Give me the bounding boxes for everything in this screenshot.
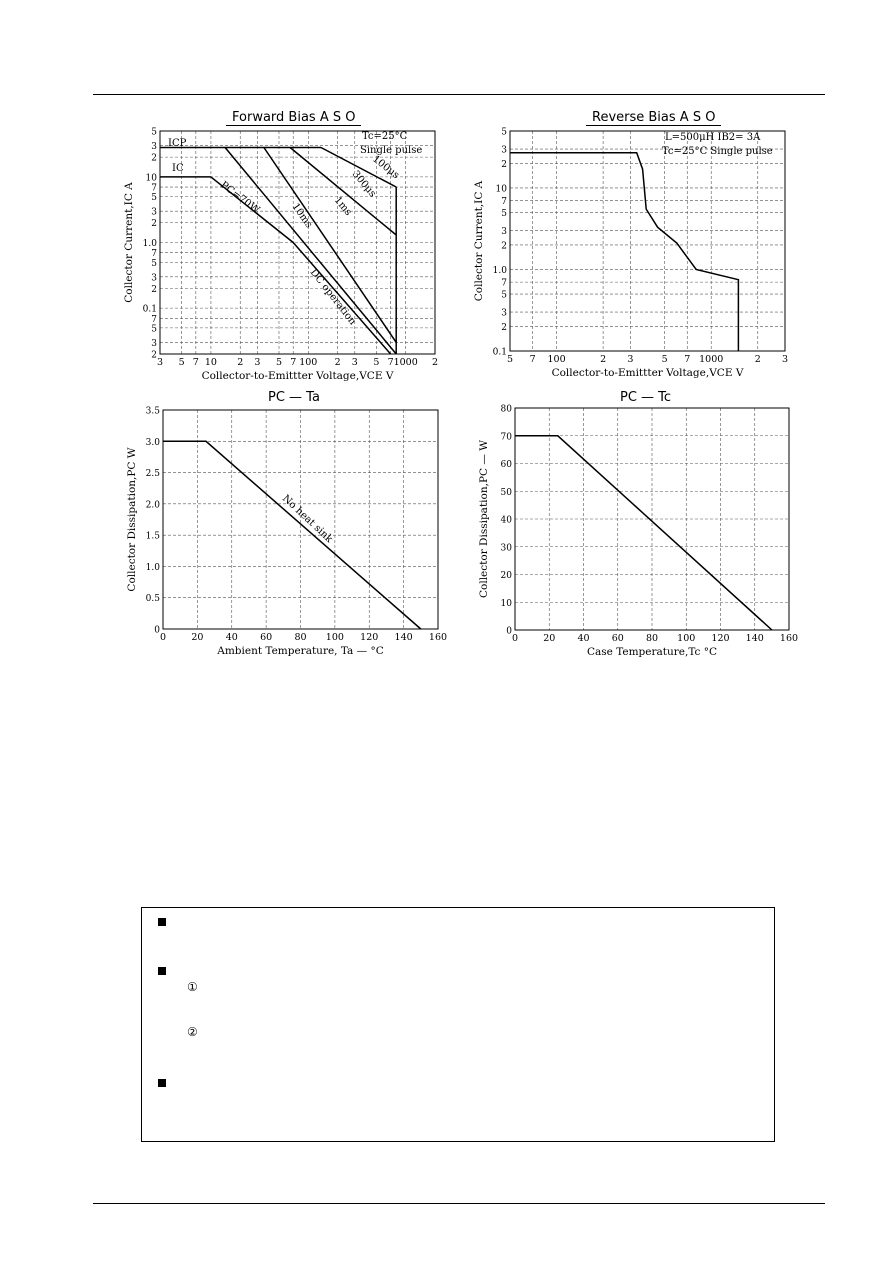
fwd-pc-label: PC=70W [218, 179, 262, 216]
pc-tc-chart [470, 400, 810, 665]
circled-two-icon: ② [187, 1025, 198, 1039]
notice-box [141, 907, 775, 1142]
x-tick-label: 100 [325, 632, 344, 643]
x-tick-label: 80 [294, 632, 307, 643]
y-tick-label: 1.5 [145, 531, 160, 542]
forward-bias-aso-chart [120, 122, 450, 382]
y-tick-label: 5 [501, 290, 507, 301]
x-tick-label: 2 [334, 357, 341, 368]
pctc-title: PC — Tc [620, 390, 672, 405]
x-tick-label: 140 [394, 632, 413, 643]
x-tick-label: 5 [506, 354, 514, 365]
x-tick-label: 80 [645, 633, 659, 644]
x-tick-label: 1000 [699, 354, 724, 365]
y-tick-label: 1.0 [492, 265, 507, 276]
x-tick-label: 60 [260, 632, 273, 643]
series-line-pc [515, 436, 772, 630]
x-tick-label: 7 [290, 357, 297, 368]
y-tick-label: 0 [506, 626, 512, 637]
y-tick-label: 50 [500, 487, 512, 498]
y-tick-label: 2 [151, 219, 157, 230]
y-tick-label: 7 [151, 249, 157, 260]
pc-ta-chart [120, 400, 460, 665]
x-tick-label: 160 [428, 632, 448, 643]
x-tick-label: 2 [600, 354, 607, 365]
x-tick-label: 100 [299, 357, 318, 368]
y-tick-label: 3 [501, 308, 507, 319]
x-tick-label: 10 [204, 357, 217, 368]
y-tick-label: 5 [501, 127, 507, 138]
fwd-title: Forward Bias A S O [226, 110, 361, 125]
y-tick-label: 60 [500, 460, 512, 470]
y-tick-label: 7 [151, 183, 157, 194]
fwd-condition-pulse: Single pulse [360, 145, 423, 156]
x-tick-label: 3 [254, 357, 261, 368]
x-tick-label: 0 [511, 633, 519, 644]
x-tick-label: 3 [351, 357, 358, 368]
x-tick-label: 120 [360, 632, 379, 643]
x-tick-label: 100 [547, 354, 566, 365]
y-tick-label: 3 [151, 207, 157, 218]
y-tick-label: 10 [145, 173, 157, 184]
y-axis-label: Collector Current,IC A [473, 180, 485, 302]
bullet-square-icon [158, 967, 166, 975]
y-axis-label: Collector Current,IC A [123, 182, 135, 303]
y-tick-label: 3 [501, 145, 507, 156]
x-tick-label: 2 [237, 357, 244, 368]
x-tick-label: 2 [754, 354, 761, 365]
series-line-no-heat-sink [163, 441, 421, 629]
y-tick-label: 3 [151, 338, 157, 349]
y-axis-label: Collector Dissipation,PC W [126, 447, 138, 592]
y-tick-label: 2.0 [145, 500, 160, 511]
y-tick-label: 10 [495, 184, 507, 195]
fwd-condition-temp: Tc=25°C [362, 131, 408, 142]
y-tick-label: 7 [151, 314, 157, 325]
y-tick-label: 1.0 [145, 562, 160, 573]
y-tick-label: 30 [500, 543, 512, 554]
x-tick-label: 3 [156, 357, 164, 368]
y-tick-label: 1.0 [142, 239, 157, 249]
x-tick-label: 20 [543, 633, 556, 644]
x-tick-label: 120 [711, 633, 730, 644]
x-tick-label: 7 [529, 354, 536, 365]
plot-frame [510, 131, 785, 351]
y-tick-label: 5 [151, 258, 157, 269]
series-line-rbsoa [510, 153, 738, 351]
y-tick-label: 2.5 [145, 469, 160, 480]
y-tick-label: 2 [151, 284, 157, 295]
x-tick-label: 7 [192, 357, 199, 368]
y-tick-label: 0 [154, 625, 160, 636]
y-tick-label: 3.5 [145, 406, 160, 417]
x-tick-label: 100 [677, 633, 696, 644]
fwd-100us-label: 100μs [370, 153, 402, 182]
x-axis-label: Collector-to-Emittter Voltage,VCE V [551, 367, 744, 379]
pcta-title: PC — Ta [268, 390, 320, 405]
bullet-square-icon [158, 918, 166, 926]
x-tick-label: 5 [373, 357, 380, 368]
series-line-10ms [225, 148, 396, 355]
x-tick-label: 0 [159, 632, 167, 643]
y-tick-label: 2 [501, 159, 507, 170]
x-tick-label: 1000 [393, 357, 418, 368]
fwd-1ms-label: 1ms [331, 194, 354, 219]
fwd-ic-label: IC [172, 163, 184, 174]
reverse-bias-aso-chart [470, 122, 800, 382]
x-tick-label: 7 [387, 357, 394, 368]
y-tick-label: 3 [151, 273, 157, 284]
x-tick-label: 3 [627, 354, 634, 365]
x-tick-label: 20 [191, 632, 204, 643]
y-tick-label: 2 [151, 350, 157, 361]
rev-condition-inductance: L=500μH IB2= 3A [665, 132, 761, 143]
circled-one-icon: ① [187, 980, 198, 994]
y-tick-label: 7 [501, 197, 507, 208]
y-tick-label: 0.1 [142, 304, 157, 315]
y-axis-label: Collector Dissipation,PC — W [478, 439, 490, 599]
y-tick-label: 5 [501, 209, 507, 220]
y-tick-label: 0.1 [492, 347, 507, 358]
fwd-dc-label: DC operation [307, 267, 358, 328]
x-tick-label: 7 [684, 354, 691, 365]
header-rule [93, 94, 825, 95]
y-tick-label: 2 [501, 241, 507, 252]
x-axis-label: Collector-to-Emittter Voltage,VCE V [201, 370, 394, 382]
rev-title: Reverse Bias A S O [586, 110, 721, 125]
y-tick-label: 7 [501, 278, 507, 289]
y-tick-label: 5 [151, 193, 157, 204]
x-axis-label: Ambient Temperature, Ta — °C [217, 645, 384, 657]
x-tick-label: 3 [781, 354, 789, 365]
y-tick-label: 70 [500, 432, 512, 443]
x-tick-label: 5 [275, 357, 283, 368]
x-axis-label: Case Temperature,Tc °C [586, 646, 718, 658]
fwd-300us-label: 300μs [349, 168, 378, 200]
y-tick-label: 2 [151, 153, 157, 164]
y-tick-label: 2 [501, 322, 507, 333]
y-tick-label: 3 [151, 142, 157, 153]
y-tick-label: 3 [501, 227, 507, 238]
bullet-square-icon [158, 1079, 166, 1087]
y-tick-label: 5 [151, 127, 157, 138]
x-tick-label: 160 [779, 633, 799, 644]
y-tick-label: 3.0 [145, 437, 160, 448]
x-tick-label: 40 [577, 633, 590, 644]
y-tick-label: 20 [500, 571, 512, 581]
fwd-10ms-label: 10ms [289, 201, 315, 231]
x-tick-label: 5 [661, 354, 668, 365]
footer-rule [93, 1203, 825, 1204]
rev-condition-temp: Tc=25°C Single pulse [662, 146, 773, 157]
pcta-no-heat-sink-label: No heat sink [279, 493, 335, 546]
y-tick-label: 0.5 [145, 594, 160, 605]
x-tick-label: 5 [178, 357, 185, 368]
x-tick-label: 60 [611, 633, 624, 644]
y-tick-label: 10 [500, 598, 512, 609]
y-tick-label: 40 [500, 515, 512, 526]
y-tick-label: 5 [151, 324, 157, 335]
x-tick-label: 140 [745, 633, 764, 644]
fwd-icp-label: ICP [168, 138, 187, 149]
y-tick-label: 80 [500, 404, 512, 415]
x-tick-label: 40 [225, 632, 238, 643]
x-tick-label: 2 [431, 357, 439, 368]
